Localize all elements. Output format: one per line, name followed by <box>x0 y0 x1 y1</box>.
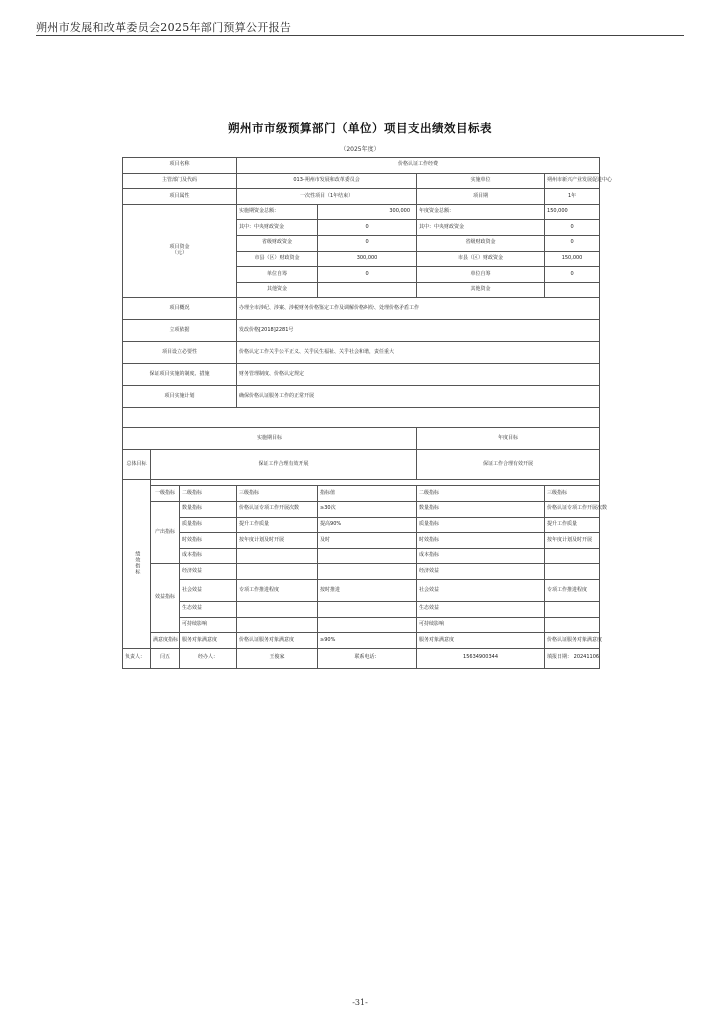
value-social-l3-year: 专项工作推进程度 <box>545 579 600 601</box>
row-indicator-headers <box>123 486 600 502</box>
label-measures: 保证项目实施的制度、措施 <box>123 364 237 386</box>
value-attr: 一次性项目（1年结束） <box>237 189 417 205</box>
value-basis: 发改价格[2018]2281号 <box>237 320 600 342</box>
label-basis: 立项依据 <box>123 320 237 342</box>
document-year: （2025年度） <box>340 146 380 153</box>
row-ecological <box>123 601 600 617</box>
label-responsible: 负责人： <box>123 648 151 668</box>
label-quality-year: 质量指标 <box>417 517 545 533</box>
value-phone: 15634900344 <box>417 648 545 668</box>
performance-target-table <box>122 157 613 669</box>
label-plan: 项目实施计划 <box>123 386 237 408</box>
value-quality-val: 提高90% <box>318 517 417 533</box>
row-plan <box>123 386 600 408</box>
label-project-name: 项目名称 <box>123 158 237 174</box>
label-handler: 经办人： <box>180 648 237 668</box>
value-sat-val: ≥90% <box>318 633 417 649</box>
label-quantity: 数量指标 <box>180 501 237 517</box>
value-annual: 150,000 <box>545 204 600 220</box>
label-cost-year: 成本指标 <box>417 548 545 564</box>
value-sat-l3: 价格认证服务对象满意度 <box>237 633 318 649</box>
label-quantity-year: 数量指标 <box>417 501 545 517</box>
value-responsible: 闫五 <box>151 648 180 668</box>
label-service-sat-year: 服务对象满意度 <box>417 633 545 649</box>
value-central: 0 <box>318 220 417 236</box>
label-annual: 年度资金总额： <box>417 204 545 220</box>
document-title: 朔州市市级预算部门（单位）项目支出绩效目标表 <box>228 121 492 135</box>
label-provincial: 省级财政资金 <box>237 235 318 251</box>
value-city-annual: 150,000 <box>545 251 600 267</box>
value-time-val: 及时 <box>318 533 417 549</box>
label-economic-year: 经济效益 <box>417 564 545 580</box>
row-attr <box>123 189 600 205</box>
label-attr: 项目属性 <box>123 189 237 205</box>
row-footer <box>123 648 600 668</box>
row-satisfaction <box>123 633 600 649</box>
value-handler: 王俊家 <box>237 648 318 668</box>
label-satisfaction: 满意度指标 <box>151 633 180 649</box>
label-period: 项目期 <box>417 189 545 205</box>
label-ecological: 生态效益 <box>180 601 237 617</box>
value-overall-impl: 保证工作合理有效开展 <box>151 450 417 480</box>
row-measures <box>123 364 600 386</box>
label-other-annual: 其他资金 <box>417 282 545 298</box>
row-goal-headers <box>123 428 600 450</box>
label-lvl3: 三级指标 <box>237 486 318 502</box>
label-other: 其他资金 <box>237 282 318 298</box>
label-social-year: 社会效益 <box>417 579 545 601</box>
row-cost <box>123 548 600 564</box>
value-city: 300,000 <box>318 251 417 267</box>
label-central-annual: 其中：中央财政资金 <box>417 220 545 236</box>
label-impl-goal: 实施期目标 <box>123 428 417 450</box>
label-self-annual: 单位自筹 <box>417 267 545 283</box>
page-header: 朔州市发展和改革委员会2025年部门预算公开报告 <box>36 21 292 34</box>
label-cost: 成本指标 <box>180 548 237 564</box>
value-sat-l3-year: 价格认证服务对象满意度 <box>545 633 600 649</box>
label-city-annual: 市县（区）财政资金 <box>417 251 545 267</box>
label-date: 填报日期： <box>547 654 573 661</box>
value-quality-l3: 提升工作质量 <box>237 517 318 533</box>
value-quantity-l3: 价格认证专项工作开展次数 <box>237 501 318 517</box>
row-overview <box>123 298 600 320</box>
label-phone: 联系电话： <box>318 648 417 668</box>
value-provincial: 0 <box>318 235 417 251</box>
value-provincial-annual: 0 <box>545 235 600 251</box>
label-social: 社会效益 <box>180 579 237 601</box>
label-impl-unit: 实施单位 <box>417 173 545 189</box>
label-necessity: 项目设立必要性 <box>123 342 237 364</box>
page-number: -31- <box>352 998 368 1007</box>
row-overall-goal <box>123 450 600 480</box>
label-quality: 质量指标 <box>180 517 237 533</box>
value-necessity: 价格认定工作关乎公平正义、关乎民生福祉、关乎社会和谐，责任重大 <box>237 342 600 364</box>
label-overall: 总体目标 <box>123 450 151 480</box>
label-central: 其中：中央财政资金 <box>237 220 318 236</box>
label-perf: 绩效指标 <box>123 480 151 648</box>
value-measures: 财务管理制度、价格认定规定 <box>237 364 600 386</box>
row-social <box>123 579 600 601</box>
value-social-val: 按时推进 <box>318 579 417 601</box>
row-necessity <box>123 342 600 364</box>
row-sustainable <box>123 617 600 633</box>
label-funds: 项目资金 （元） <box>123 204 237 298</box>
label-year-goal: 年度目标 <box>417 428 600 450</box>
value-overview: 办理全市涉纪、涉案、涉税财务价格鉴定工作及调解价格纠纷、处理价格矛盾工作 <box>237 298 600 320</box>
value-project-name: 价格认证工作经费 <box>237 158 600 174</box>
value-self-annual: 0 <box>545 267 600 283</box>
label-ecological-year: 生态效益 <box>417 601 545 617</box>
value-total: 300,000 <box>318 204 417 220</box>
row-project-name <box>123 158 600 174</box>
date-value: 20241106 <box>573 654 600 661</box>
value-quality-l3-year: 提升工作质量 <box>545 517 600 533</box>
label-benefit: 效益指标 <box>151 564 180 633</box>
row-basis <box>123 320 600 342</box>
row-quantity <box>123 501 600 517</box>
label-output: 产出指标 <box>151 501 180 563</box>
value-dept: 013-朔州市发展和改革委员会 <box>237 173 417 189</box>
label-total: 实施期资金总额： <box>237 204 318 220</box>
value-plan: 确保价格认证服务工作的正常开展 <box>237 386 600 408</box>
label-timeliness: 时效指标 <box>180 533 237 549</box>
value-date <box>545 648 600 668</box>
label-city: 市县（区）财政资金 <box>237 251 318 267</box>
label-sustainable: 可持续影响 <box>180 617 237 633</box>
value-social-l3: 专项工作推进程度 <box>237 579 318 601</box>
value-other <box>318 282 417 298</box>
label-ind-val: 指标值 <box>318 486 417 502</box>
label-lvl2-year: 二级指标 <box>417 486 545 502</box>
value-quantity-l3-year: 价格认证专项工作开展次数 <box>545 501 600 517</box>
label-lvl1: 一级指标 <box>151 486 180 502</box>
row-quality <box>123 517 600 533</box>
row-timeliness <box>123 533 600 549</box>
value-time-l3: 按年度计划及时开展 <box>237 533 318 549</box>
label-lvl2: 二级指标 <box>180 486 237 502</box>
row-funds-total <box>123 204 600 220</box>
label-provincial-annual: 省级财政资金 <box>417 235 545 251</box>
row-economic <box>123 564 600 580</box>
label-lvl3-year: 三级指标 <box>545 486 600 502</box>
value-time-l3-year: 按年度计划及时开展 <box>545 533 600 549</box>
label-service-sat: 服务对象满意度 <box>180 633 237 649</box>
value-central-annual: 0 <box>545 220 600 236</box>
label-economic: 经济效益 <box>180 564 237 580</box>
value-quantity-val: ≥30次 <box>318 501 417 517</box>
header-rule <box>36 35 684 36</box>
row-blank <box>123 408 600 428</box>
label-overview: 项目概况 <box>123 298 237 320</box>
blank-cell <box>123 408 600 428</box>
label-dept: 主管部门及代码 <box>123 173 237 189</box>
label-self: 单位自筹 <box>237 267 318 283</box>
value-impl-unit: 朔州市新兴产业发展促进中心 <box>545 173 600 189</box>
value-self: 0 <box>318 267 417 283</box>
value-overall-year: 保证工作合理有效开展 <box>417 450 600 480</box>
value-other-annual <box>545 282 600 298</box>
label-timeliness-year: 时效指标 <box>417 533 545 549</box>
row-dept <box>123 173 600 189</box>
label-sustainable-year: 可持续影响 <box>417 617 545 633</box>
value-period: 1年 <box>545 189 600 205</box>
